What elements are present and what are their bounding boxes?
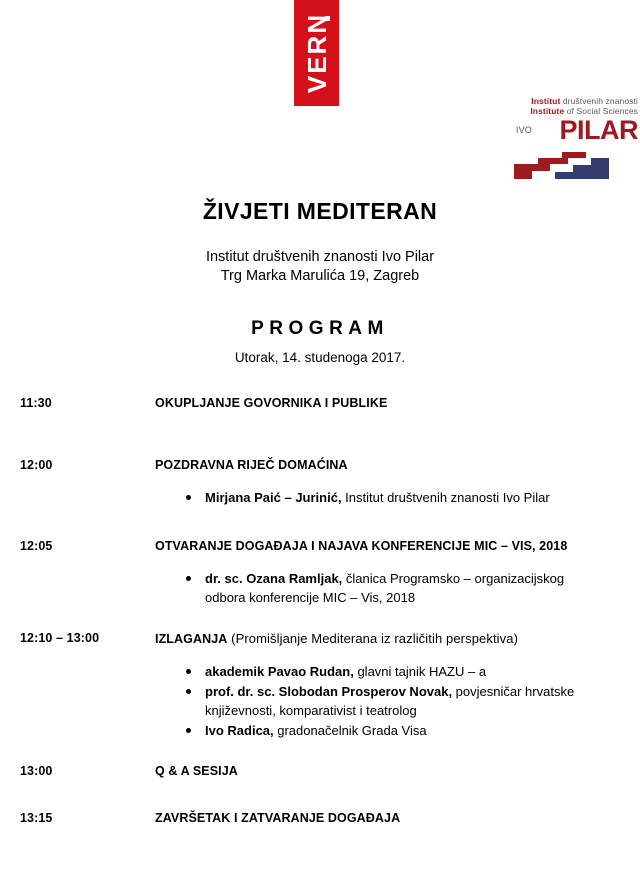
schedule-time: 12:05 [20,539,53,553]
schedule-spacer [0,412,640,457]
speaker-name: prof. dr. sc. Slobodan Prosperov Novak, [205,684,453,699]
schedule-body [155,395,640,412]
schedule-spacer [0,741,640,763]
program-label: PROGRAM [251,317,389,339]
schedule-heading-main: OTVARANJE DOGAĐAJA I NAJAVA KONFERENCIJE MIC – VIS, 2018 [155,539,568,553]
pilar-pilar-text: PILAR [559,115,638,145]
speaker-list [155,569,600,607]
pilar-wordmark-row [492,117,638,144]
schedule-body [155,538,640,608]
schedule-heading [155,630,600,648]
schedule-row [0,763,640,780]
venue-block [0,248,640,286]
speaker-name: Ivo Radica, [205,723,274,738]
schedule-spacer [0,608,640,630]
schedule-body [155,763,640,780]
schedule-time: 12:10 – 13:00 [20,631,100,645]
pilar-institute-bold: Institute [530,106,565,116]
speaker-affiliation: gradonačelnik Grada Visa [273,723,427,738]
schedule-heading [155,810,600,827]
speaker-list [155,488,600,507]
schedule-body [155,810,640,827]
schedule-heading [155,763,600,780]
schedule-heading-main: ZAVRŠETAK I ZATVARANJE DOGAĐAJA [155,811,401,825]
schedule-heading-main: Q & A SESIJA [155,764,238,778]
speaker-name: Mirjana Paić – Jurinić, [205,490,342,505]
program-schedule [0,395,640,827]
pilar-logo-line-croatian [492,96,638,106]
speaker-list [155,662,600,740]
schedule-heading-main: IZLAGANJA [155,632,228,646]
schedule-time: 13:00 [20,764,53,778]
pilar-institute-rest: of Social Sciences [564,106,638,116]
speaker-affiliation: glavni tajnik HAZU – a [353,664,487,679]
schedule-row [0,395,640,412]
schedule-heading [155,395,600,412]
schedule-time: 13:15 [20,811,53,825]
venue-address: Trg Marka Marulića 19, Zagreb [220,267,420,284]
schedule-row [0,457,640,508]
venue-institution: Institut društvenih znanosti Ivo Pilar [205,248,435,265]
document-header [0,198,640,365]
speaker-name: akademik Pavao Rudan, [205,664,354,679]
program-date: Utorak, 14. studenoga 2017. [234,349,406,365]
schedule-heading-subtitle: (Promišljanje Mediterana iz različitih perspektiva) [227,631,519,646]
pilar-logo [492,96,638,180]
page-title: ŽIVJETI MEDITERAN [202,198,438,224]
schedule-body [155,457,640,508]
schedule-heading-main: OKUPLJANJE GOVORNIKA I PUBLIKE [155,396,388,410]
speaker-name: dr. sc. Ozana Ramljak, [205,571,343,586]
list-item [182,662,600,681]
pilar-institut-rest: društvenih znanosti [560,96,638,106]
schedule-row [0,538,640,608]
pilar-institut-bold: Institut [531,96,561,106]
schedule-row [0,630,640,741]
schedule-heading [155,457,600,474]
speaker-affiliation: članica Programsko – organizacijskog odbora konferencije MIC – Vis, 2018 [205,571,565,605]
schedule-row [0,810,640,827]
list-item [182,721,600,740]
schedule-heading-main: POZDRAVNA RIJEČ DOMAĆINA [155,458,348,472]
schedule-spacer [0,508,640,538]
list-item [182,569,600,607]
schedule-time: 12:00 [20,458,53,472]
list-item [182,488,600,507]
pilar-ivo-text: IVO [515,125,532,135]
schedule-spacer [0,780,640,810]
vern-logo [294,0,339,106]
vern-wordmark: VERN [301,12,332,94]
pilar-stairs-icon [492,148,638,180]
speaker-affiliation: Institut društvenih znanosti Ivo Pilar [341,490,550,505]
list-item [182,682,600,720]
schedule-heading [155,538,600,555]
schedule-body [155,630,640,741]
speaker-affiliation: povjesničar hrvatske književnosti, komparativist i teatrolog [205,684,575,718]
schedule-time: 11:30 [20,396,52,410]
